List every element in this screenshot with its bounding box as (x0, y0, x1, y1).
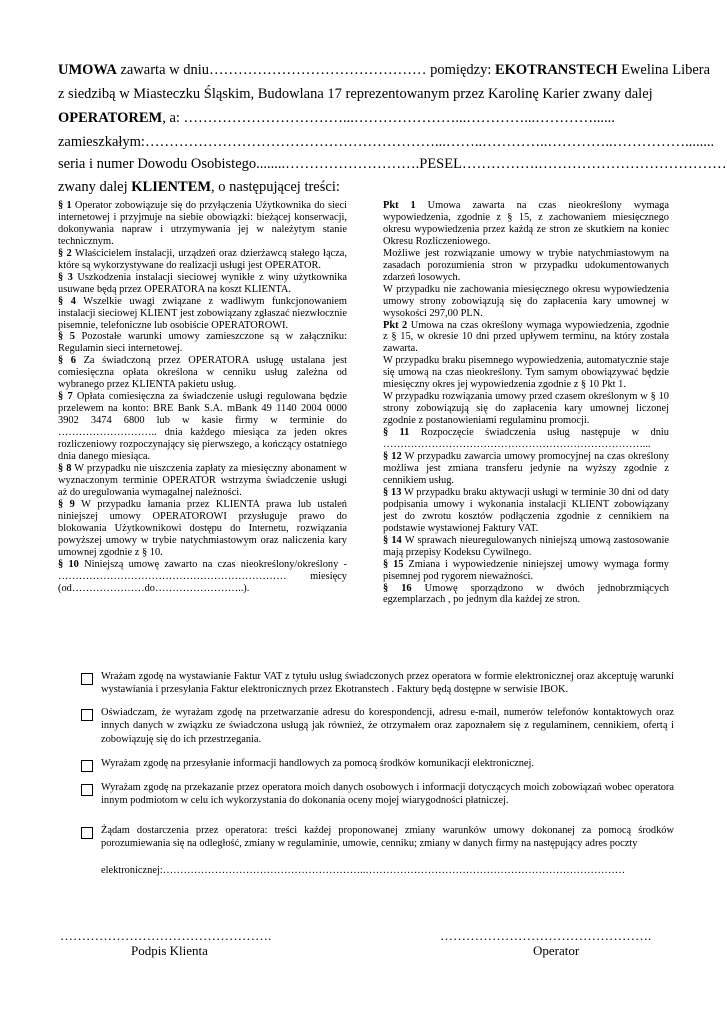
clause (383, 248, 669, 284)
clause-number: § 7 (58, 391, 73, 403)
clause-text: Pozostałe warunki umowy zamieszczone są w załączniku: Regulamin sieci internetowej. (58, 331, 347, 355)
consent-checkbox-1[interactable] (81, 673, 93, 685)
clause-number: § 9 (58, 498, 75, 510)
clause-number: § 2 (58, 247, 72, 259)
clause (58, 391, 347, 463)
clauses-right-column (383, 200, 669, 606)
email-address-line: elektronicznej:…………………………………………………..………………………………………………………………… (101, 865, 626, 876)
consent-data-processing: Oświadczam, że wyrażam zgodę na przetwarzanie adresu do korespondencji, adresu e-mail, numerów telefonów kontaktowych oraz innych danych w związku ze świadczona usługą jak również, że otrzymałem oraz zapoznałem się z regulaminem, cennikiem, ofertą i zobowiązuję się do ich przestrzegania. (84, 706, 674, 746)
clause (383, 355, 669, 391)
clause (383, 200, 669, 248)
clause-number: § 6 (58, 355, 76, 367)
header-line-6: zwany dalej KLIENTEM, o następującej treści: (58, 179, 340, 195)
operator-signature-line: …………………………………………. (440, 928, 652, 943)
clause-text: Wszelkie uwagi związane z wadliwym funkcjonowaniem instalacji sieciowej KLIENT jest zobowiązany zgłaszać niezwłocznie pisemnie, telefoniczne lub osobiście OPERATOROWI. (58, 295, 347, 331)
clause-text: W przypadku braku pisemnego wypowiedzenia, automatycznie staje się umową na czas nieokreślony. Tym samym obowiązywać będzie miesięczny okres jej wypowiedzenia zgodnie z § 10 Pkt 1. (383, 355, 669, 391)
clause-number: § 3 (58, 271, 73, 283)
clause (58, 296, 347, 332)
client-signature-label: Podpis Klienta (131, 943, 208, 958)
clause-text: W przypadku łamania przez KLIENTA prawa lub ustaleń niniejszej umowy OPERATOROWI przysługuje prawo do blokowania Użytkownikowi dostępu do Internetu, rozwiązania powyższej umowy w trybie natychmiastowym oraz naliczenia kary umownej zgodnie z § 10. (58, 498, 347, 558)
header-line-2: z siedzibą w Miasteczku Śląskim, Budowlana 17 reprezentowanym przez Karolinę Karier zwany dalej (58, 86, 653, 102)
clause-text: Uszkodzenia instalacji sieciowej wynikłe z winy użytkownika usuwane będą przez OPERATORA na koszt KLIENTA. (58, 271, 347, 295)
clause-text: Możliwe jest rozwiązanie umowy w trybie natychmiastowym na zasadach porozumienia stron w przypadku udokumentowanych zdarzeń losowych. (383, 247, 669, 283)
clause (383, 451, 669, 487)
clause (58, 463, 347, 499)
clause-text: W przypadku nie uiszczenia zapłaty za miesięczny abonament w wyznaczonym terminie OPERATOR wstrzyma świadczenie usługi aż do uregulowania wymagalnej należności. (58, 462, 347, 498)
consent-checkbox-4[interactable] (81, 784, 93, 796)
consent-change-notice: Żądam dostarczenia przez operatora: treści każdej proponowanej zmiany warunków umowy dokonanej za pomocą środków porozumiewania się na odległość, zmiany w regulaminie, umowie, cenniku; zmiany w danych firmy na następujący adres poczty (84, 824, 674, 851)
clause (58, 499, 347, 559)
clause (383, 391, 669, 427)
clause-text: Rozpoczęcie świadczenia usług następuje w dniu …………………………………………………………………... (383, 427, 669, 451)
clause (383, 487, 669, 535)
consent-credit-check: Wyrażam zgodę na przekazanie przez operatora moich danych osobowych i informacji dotyczących moich zobowiązań wobec operatora innym podmiotom w celu ich wykorzystania do dokonania oceny mojej wiarygodności płatniczej. (84, 781, 674, 808)
clause (58, 248, 347, 272)
clause-number: § 13 (383, 486, 402, 498)
clause-number: § 12 (383, 451, 402, 463)
clause-number: § 15 (383, 558, 404, 570)
clause-number: § 4 (58, 295, 76, 307)
consent-checkbox-5[interactable] (81, 827, 93, 839)
clause (383, 320, 669, 356)
contract-title: UMOWA (58, 62, 117, 78)
client-term: KLIENTEM (131, 179, 212, 195)
id-pesel-line: seria i numer Dowodu Osobistego........……………………….PESEL…………….………………………………… (58, 156, 727, 172)
clause-text: Zmiana i wypowiedzenie niniejszej umowy wymaga formy pisemnej pod rygorem nieważności. (383, 558, 670, 582)
clause-number: § 14 (383, 534, 402, 546)
clause-text: Umowa na czas określony wymaga wypowiedzenia, zgodnie z § 15, w okresie 10 dni przed upływem terminu, na który została zawarta. (383, 319, 669, 355)
clause-text: Umowa zawarta na czas nieokreślony wymaga wypowiedzenia, zgodnie z § 15, z zachowaniem miesięcznego okresu wypowiedzenia przez każdą ze stron ze skutkiem na koniec Okresu Rozliczeniowego. (383, 200, 669, 247)
clause (58, 331, 347, 355)
clause-number: § 8 (58, 462, 72, 474)
clause-number: § 11 (383, 427, 410, 439)
clause-text: W przypadku nie zachowania miesięcznego okresu wypowiedzenia umowy strony zobowiązują się do zapłacenia kary umownej w wysokości 297,00 PLN. (383, 283, 669, 319)
clause-text: W sprawach nieuregulowanych niniejszą umową zastosowanie mają przepisy Kodeksu Cywilnego. (383, 534, 670, 558)
clause-text: Opłata comiesięczna za świadczenie usługi regulowana będzie przelewem na konto: BRE Bank S.A. mBank 49 1140 2004 0000 3902 3474 6800 lub w kasie firmy w terminie do ……………………….. dnia każdego miesiąca za jeden okres rozliczeniowy rozpoczynający się pierwszego, a kończący ostatniego dnia danego miesiąca. (58, 391, 347, 463)
clause (383, 535, 669, 559)
clause-number: § 5 (58, 331, 75, 343)
clause (58, 200, 347, 248)
company-name: EKOTRANSTECH (494, 62, 618, 78)
clause-text: Umowę sporządzono w dwóch jednobrzmiących egzemplarzach , po jednym dla każdej ze stron. (383, 582, 670, 606)
clause-text: Operator zobowiązuje się do przyłączenia Użytkownika do sieci internetowej i przyjmuje na siebie obowiązki: bieżącej konserwacji, dokonywania napraw i utrzymywania jej w należytym stanie technicznym. (58, 200, 347, 247)
clause-text: W przypadku rozwiązania umowy przed czasem określonym w § 10 strony zobowiązują się do zapłacenia kary umownej liczonej zgodnie z postanowieniami regulaminu promocji. (383, 391, 669, 427)
consent-marketing: Wyrażam zgodę na przesyłanie informacji handlowych za pomocą środków komunikacji elektronicznej. (84, 757, 674, 770)
clause-number: § 16 (383, 582, 412, 594)
clauses-left-column (58, 200, 347, 594)
clause-text: W przypadku braku aktywacji usługi w terminie 30 dni od daty podpisania umowy i wykonania instalacji KLIENT zobowiązany jest do zwrotu kosztów podłączenia zgodnie z cennikiem na podstawie wystawionej Faktury VAT. (383, 486, 669, 534)
operator-term: OPERATOREM (58, 110, 163, 126)
clause-text: Niniejszą umowę zawarto na czas nieokreślony/określony - ………………………………………………………… miesięcy (od…………………do……………………..). (58, 558, 347, 594)
operator-signature-label: Operator (533, 943, 580, 958)
header-line-1: UMOWA zawarta w dniu……………………………………… pomiędzy: EKOTRANSTECH Ewelina Libera (58, 62, 711, 78)
clause-number: § 10 (58, 558, 79, 570)
consent-checkbox-2[interactable] (81, 709, 93, 721)
clause (383, 583, 669, 607)
clause-number: § 1 (58, 200, 72, 211)
clause-number: Pkt 1 (383, 200, 416, 211)
clause (58, 559, 347, 595)
clause (383, 559, 669, 583)
clause-text: Za świadczoną przez OPERATORA usługę ustalana jest comiesięczna opłata określona w cenniku usług zależna od wybranego przez KLIENTA pakietu usług. (58, 355, 347, 391)
clause-number: Pkt 2 (383, 319, 408, 331)
clause-text: W przypadku zawarcia umowy promocyjnej na czas określony możliwa jest zmiana transferu jedynie na wyższy zgodnie z cennikiem usług. (383, 451, 669, 486)
clause (58, 355, 347, 391)
clause-text: Właścicielem instalacji, urządzeń oraz dzierżawcą stałego łącza, które są wykorzystywane do realizacji usługi jest OPERATOR. (58, 247, 347, 271)
consent-einvoice: Wrażam zgodę na wystawianie Faktur VAT z tytułu usług świadczonych przez operatora w formie elektronicznej oraz akceptuję warunki wystawiania i przesyłania Faktur elektronicznych przez Ekotranstech . Faktury będą dostępne w serwisie IBOK. (84, 670, 674, 697)
client-signature-line: …………………………………………. (60, 928, 272, 943)
clause (383, 284, 669, 320)
clause (383, 427, 669, 451)
header-line-3: OPERATOREM, a: ……………………………...…………………...…………...…………...... (58, 110, 615, 126)
consent-checkbox-3[interactable] (81, 760, 93, 772)
address-line: zamieszkałym:……………………………………………………...……..…………..…………..……………........ (58, 134, 715, 150)
clause (58, 272, 347, 296)
